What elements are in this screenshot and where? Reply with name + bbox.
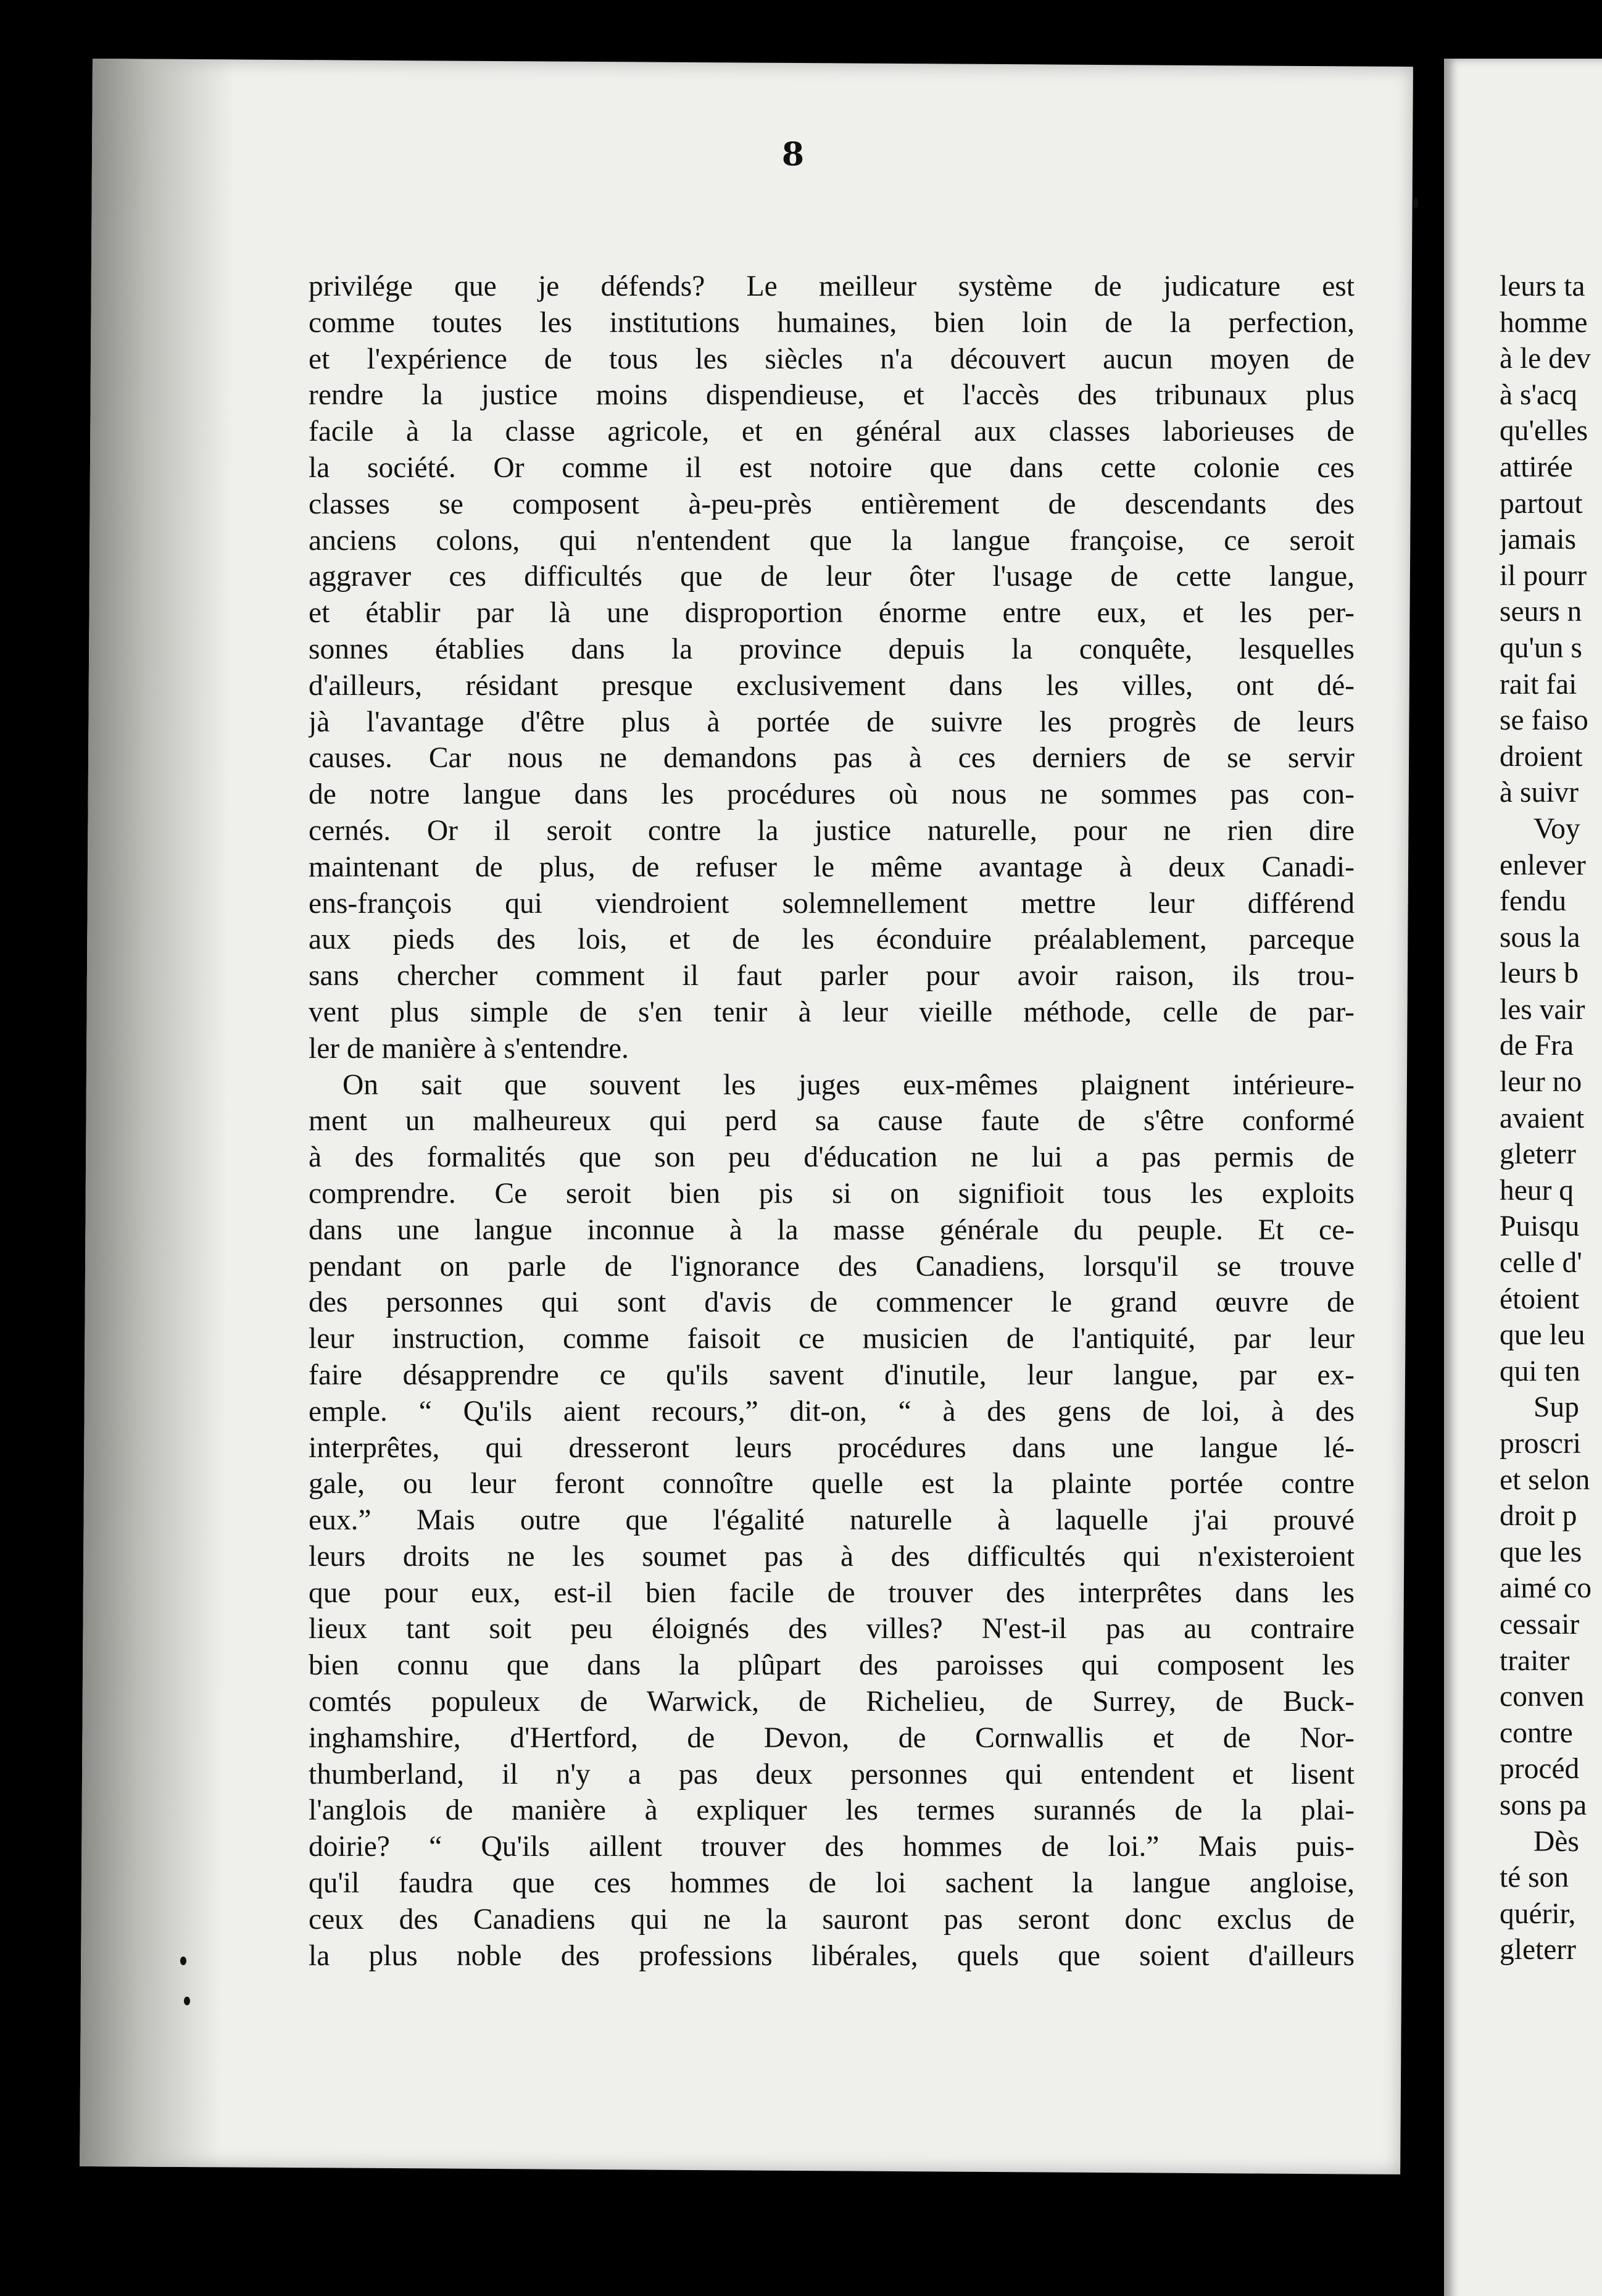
text-line: heur q [1500,1174,1574,1207]
text-line: à s'acq [1500,378,1577,411]
text-line: Puisqu [1500,1210,1580,1243]
text-line: à des formalités que son peu d'éducation ne lui a pas permis de [309,1141,1355,1174]
text-line: à le dev [1500,343,1591,375]
text-line: l'anglois de manière à expliquer les termes surannés de la plai- [309,1794,1355,1827]
text-line: seurs n [1500,596,1582,628]
text-line: leurs droits ne les soumet pas à des difficultés qui n'existeroient [309,1540,1355,1573]
text-line: se faiso [1500,704,1588,737]
right-page-body-text [1500,268,1602,1968]
text-line: et établir par là une disproportion énorme entre eux, et les per- [309,597,1355,630]
text-line: maintenant de plus, de refuser le même avantage à deux Canadi- [309,851,1355,883]
text-line: faire désapprendre ce qu'ils savent d'inutile, leur langue, par ex- [309,1358,1355,1391]
text-line: gleterr [1500,1934,1576,1966]
page-number: 8 [781,136,805,173]
text-line: vent plus simple de s'en tenir à leur vieille méthode, celle de par- [309,996,1355,1028]
text-line: contre [1500,1716,1573,1749]
paragraph-end-line: ler de manière à s'entendre. [309,1032,629,1065]
binding-hole-mark [180,1957,186,1965]
text-line: qui ten [1500,1355,1580,1387]
text-line: ens-françois qui viendroient solemnellement mettre leur différend [309,887,1355,920]
text-line: leurs ta [1500,270,1585,302]
text-line: comtés populeux de Warwick, de Richelieu, de Surrey, de Buck- [309,1686,1355,1718]
text-line: étoient [1500,1283,1580,1315]
text-line: comme toutes les institutions humaines, bien loin de la perfection, [309,306,1355,339]
text-line: à suivr [1500,776,1579,809]
text-line: thumberland, il n'y a pas deux personnes qui entendent et lisent [309,1758,1355,1791]
text-line: leur instruction, comme faisoit ce musicien de l'antiquité, par leur [309,1323,1355,1355]
text-line: attirée [1500,451,1573,483]
text-line: jamais [1500,523,1576,556]
text-line: sons pa [1500,1789,1587,1821]
text-line: aggraver ces difficultés que de leur ôter l'usage de cette langue, [309,560,1355,593]
text-line: quérir, [1500,1897,1576,1930]
text-line: avaient [1500,1102,1585,1134]
text-line: Sup [1534,1391,1579,1424]
text-line: gale, ou leur feront connoître quelle est la plainte portée contre [309,1468,1355,1500]
text-line: gleterr [1500,1138,1576,1171]
text-line: jà l'avantage d'être plus à portée de suivre les progrès de leurs [309,705,1355,738]
text-line: classes se composent à-peu-près entièrement de descendants des [309,488,1355,520]
text-line: conven [1500,1681,1585,1713]
text-line: aux pieds des lois, et de les éconduire préalablement, parceque [309,923,1355,956]
text-line: sous la [1500,921,1580,954]
text-line: dans une langue inconnue à la masse générale du peuple. Et ce- [309,1213,1355,1246]
text-line: qu'elles [1500,415,1588,447]
text-line: privilége que je défends? Le meilleur système de judicature est [309,270,1355,302]
text-line: homme [1500,306,1588,339]
text-line: enlever [1500,849,1586,881]
text-line: té son [1500,1861,1569,1894]
text-line: doirie? “ Qu'ils aillent trouver des hommes de loi.” Mais puis- [309,1831,1355,1863]
text-line: que leu [1500,1319,1585,1352]
text-line: traiter [1500,1644,1570,1677]
text-line: de Fra [1500,1029,1574,1062]
text-line: aimé co [1500,1572,1592,1605]
text-line: la société. Or comme il est notoire que dans cette colonie ces [309,451,1355,484]
text-line: ment un malheureux qui perd sa cause faute de s'être conformé [309,1105,1355,1138]
text-line: bien connu que dans la plûpart des paroisses qui composent les [309,1649,1355,1682]
text-line: Voy [1534,812,1580,845]
text-line: les vair [1500,993,1585,1026]
text-line: inghamshire, d'Hertford, de Devon, de Cornwallis et de Nor- [309,1721,1355,1754]
text-line: interprêtes, qui dresseront leurs procédures dans une langue lé- [309,1431,1355,1464]
text-line: leur no [1500,1066,1582,1099]
text-line: cessair [1500,1608,1580,1641]
page-edge-mark [1413,198,1418,209]
text-line: partout [1500,487,1583,520]
binding-hole-mark [184,1997,190,2005]
text-line: des personnes qui sont d'avis de commencer le grand œuvre de [309,1286,1355,1319]
text-line: proscri [1500,1428,1581,1460]
text-line: Dès [1534,1825,1579,1858]
text-line: sonnes établies dans la province depuis la conquête, lesquelles [309,633,1355,665]
text-line: et selon [1500,1463,1590,1496]
paragraph-start-line: On sait que souvent les juges eux-mêmes plaignent intérieure- [342,1068,1355,1101]
text-line: rendre la justice moins dispendieuse, et l'accès des tribunaux plus [309,379,1355,412]
text-line: anciens colons, qui n'entendent que la langue françoise, ce seroit [309,524,1355,557]
text-line: ceux des Canadiens qui ne la sauront pas seront donc exclus de [309,1903,1355,1936]
text-line: que les [1500,1536,1582,1568]
text-line: lieux tant soit peu éloignés des villes? N'est-il pas au contraire [309,1613,1355,1645]
left-page-body-text [309,268,1355,1974]
text-line: droit p [1500,1500,1577,1533]
text-line: que pour eux, est-il bien facile de trouver des interprêtes dans les [309,1576,1355,1609]
text-line: de notre langue dans les procédures où nous ne sommes pas con- [309,778,1355,811]
text-line: la plus noble des professions libérales, quels que soient d'ailleurs [309,1939,1355,1972]
text-line: qu'un s [1500,631,1582,664]
text-line: qu'il faudra que ces hommes de loi sachent la langue angloise, [309,1867,1355,1900]
text-line: et l'expérience de tous les siècles n'a découvert aucun moyen de [309,343,1355,375]
text-line: facile à la classe agricole, et en général aux classes laborieuses de [309,415,1355,448]
text-line: rait fai [1500,668,1577,701]
text-line: cernés. Or il seroit contre la justice naturelle, pour ne rien dire [309,814,1355,847]
page-edge-shadow [80,59,234,2167]
text-line: comprendre. Ce seroit bien pis si on signifioit tous les exploits [309,1177,1355,1210]
text-line: il pourr [1500,559,1587,592]
text-line: leurs b [1500,957,1579,990]
text-line: sans chercher comment il faut parler pour avoir raison, ils trou- [309,960,1355,992]
text-line: fendu [1500,885,1567,918]
text-line: emple. “ Qu'ils aient recours,” dit-on, “ à des gens de loi, à des [309,1395,1355,1428]
text-line: procéd [1500,1753,1580,1786]
text-line: causes. Car nous ne demandons pas à ces derniers de se servir [309,742,1355,775]
text-line: eux.” Mais outre que l'égalité naturelle à laquelle j'ai prouvé [309,1504,1355,1537]
text-line: droient [1500,740,1583,773]
text-line: pendant on parle de l'ignorance des Canadiens, lorsqu'il se trouve [309,1250,1355,1283]
text-line: celle d' [1500,1247,1582,1279]
text-line: d'ailleurs, résidant presque exclusivement dans les villes, ont dé- [309,669,1355,702]
